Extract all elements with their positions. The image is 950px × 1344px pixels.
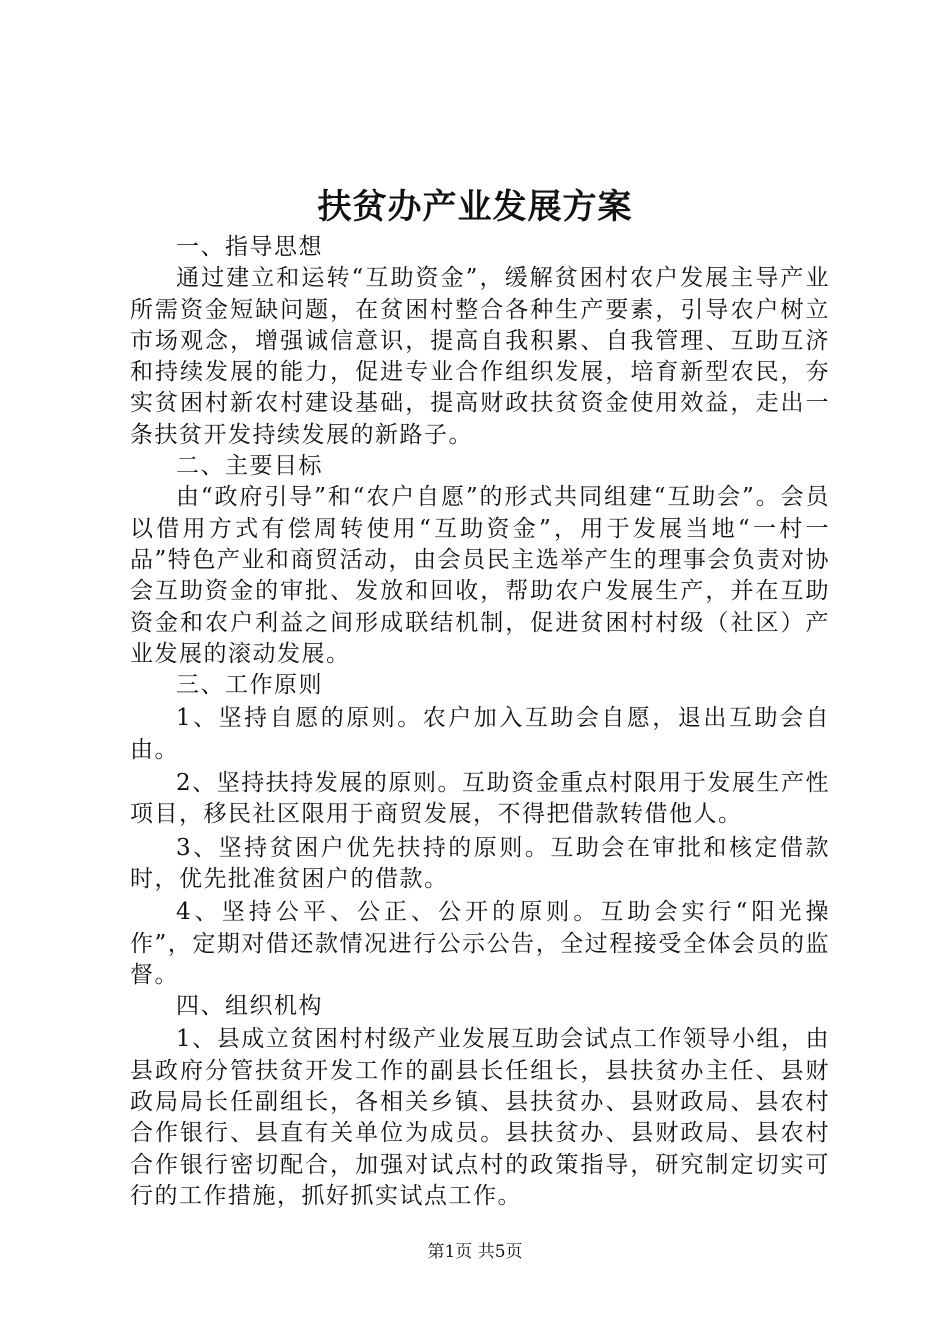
paragraph-guiding-ideology: 通过建立和运转“互助资金”，缓解贫困村农户发展主导产业所需资金短缺问题，在贫困村整合各种生产要素，引导农户树立市场观念，增强诚信意识，提高自我积累、自我管理、互助互济和持续发展的能力，促进专业合作组织发展，培育新型农民，夯实贫困村新农村建设基础，提高财政扶贫资金使用效益，走出一条扶贫开发持续发展的新路子。	[130, 265, 830, 448]
document-body	[130, 232, 830, 1212]
paragraph-main-goals: 由“政府引导”和“农户自愿”的形式共同组建“互助会”。会员以借用方式有偿周转使用“互助资金”，用于发展当地“一村一品”特色产业和商贸活动，由会员民主选举产生的理事会负责对协会互助资金的审批、发放和回收，帮助农户发展生产，并在互助资金和农户利益之间形成联结机制，促进贫困村村级（社区）产业发展的滚动发展。	[130, 484, 830, 667]
organization-item-1: 1、县成立贫困村村级产业发展互助会试点工作领导小组，由县政府分管扶贫开发工作的副县长任组长，县扶贫办主任、县财政局局长任副组长，各相关乡镇、县扶贫办、县财政局、县农村合作银行、县直有关单位为成员。县扶贫办、县财政局、县农村合作银行密切配合，加强对试点村的政策指导，研究制定切实可行的工作措施，抓好抓实试点工作。	[130, 1026, 830, 1209]
principle-item-1: 1、坚持自愿的原则。农户加入互助会自愿，退出互助会自由。	[130, 705, 830, 763]
document-title: 扶贫办产业发展方案	[317, 187, 633, 227]
principle-item-2: 2、坚持扶持发展的原则。互助资金重点村限用于发展生产性项目，移民社区限用于商贸发展，不得把借款转借他人。	[130, 770, 830, 828]
section-heading-main-goals: 二、主要目标	[176, 453, 323, 480]
principle-item-3: 3、坚持贫困户优先扶持的原则。互助会在审批和核定借款时，优先批准贫困户的借款。	[130, 834, 830, 892]
section-heading-work-principles: 三、工作原则	[176, 672, 323, 699]
section-heading-organization: 四、组织机构	[176, 993, 323, 1020]
principle-item-4: 4、坚持公平、公正、公开的原则。互助会实行“阳光操作”，定期对借还款情况进行公示公告，全过程接受全体会员的监督。	[130, 899, 830, 988]
section-heading-guiding-ideology: 一、指导思想	[176, 234, 323, 260]
page-footer: 第1页 共5页	[427, 1242, 523, 1262]
